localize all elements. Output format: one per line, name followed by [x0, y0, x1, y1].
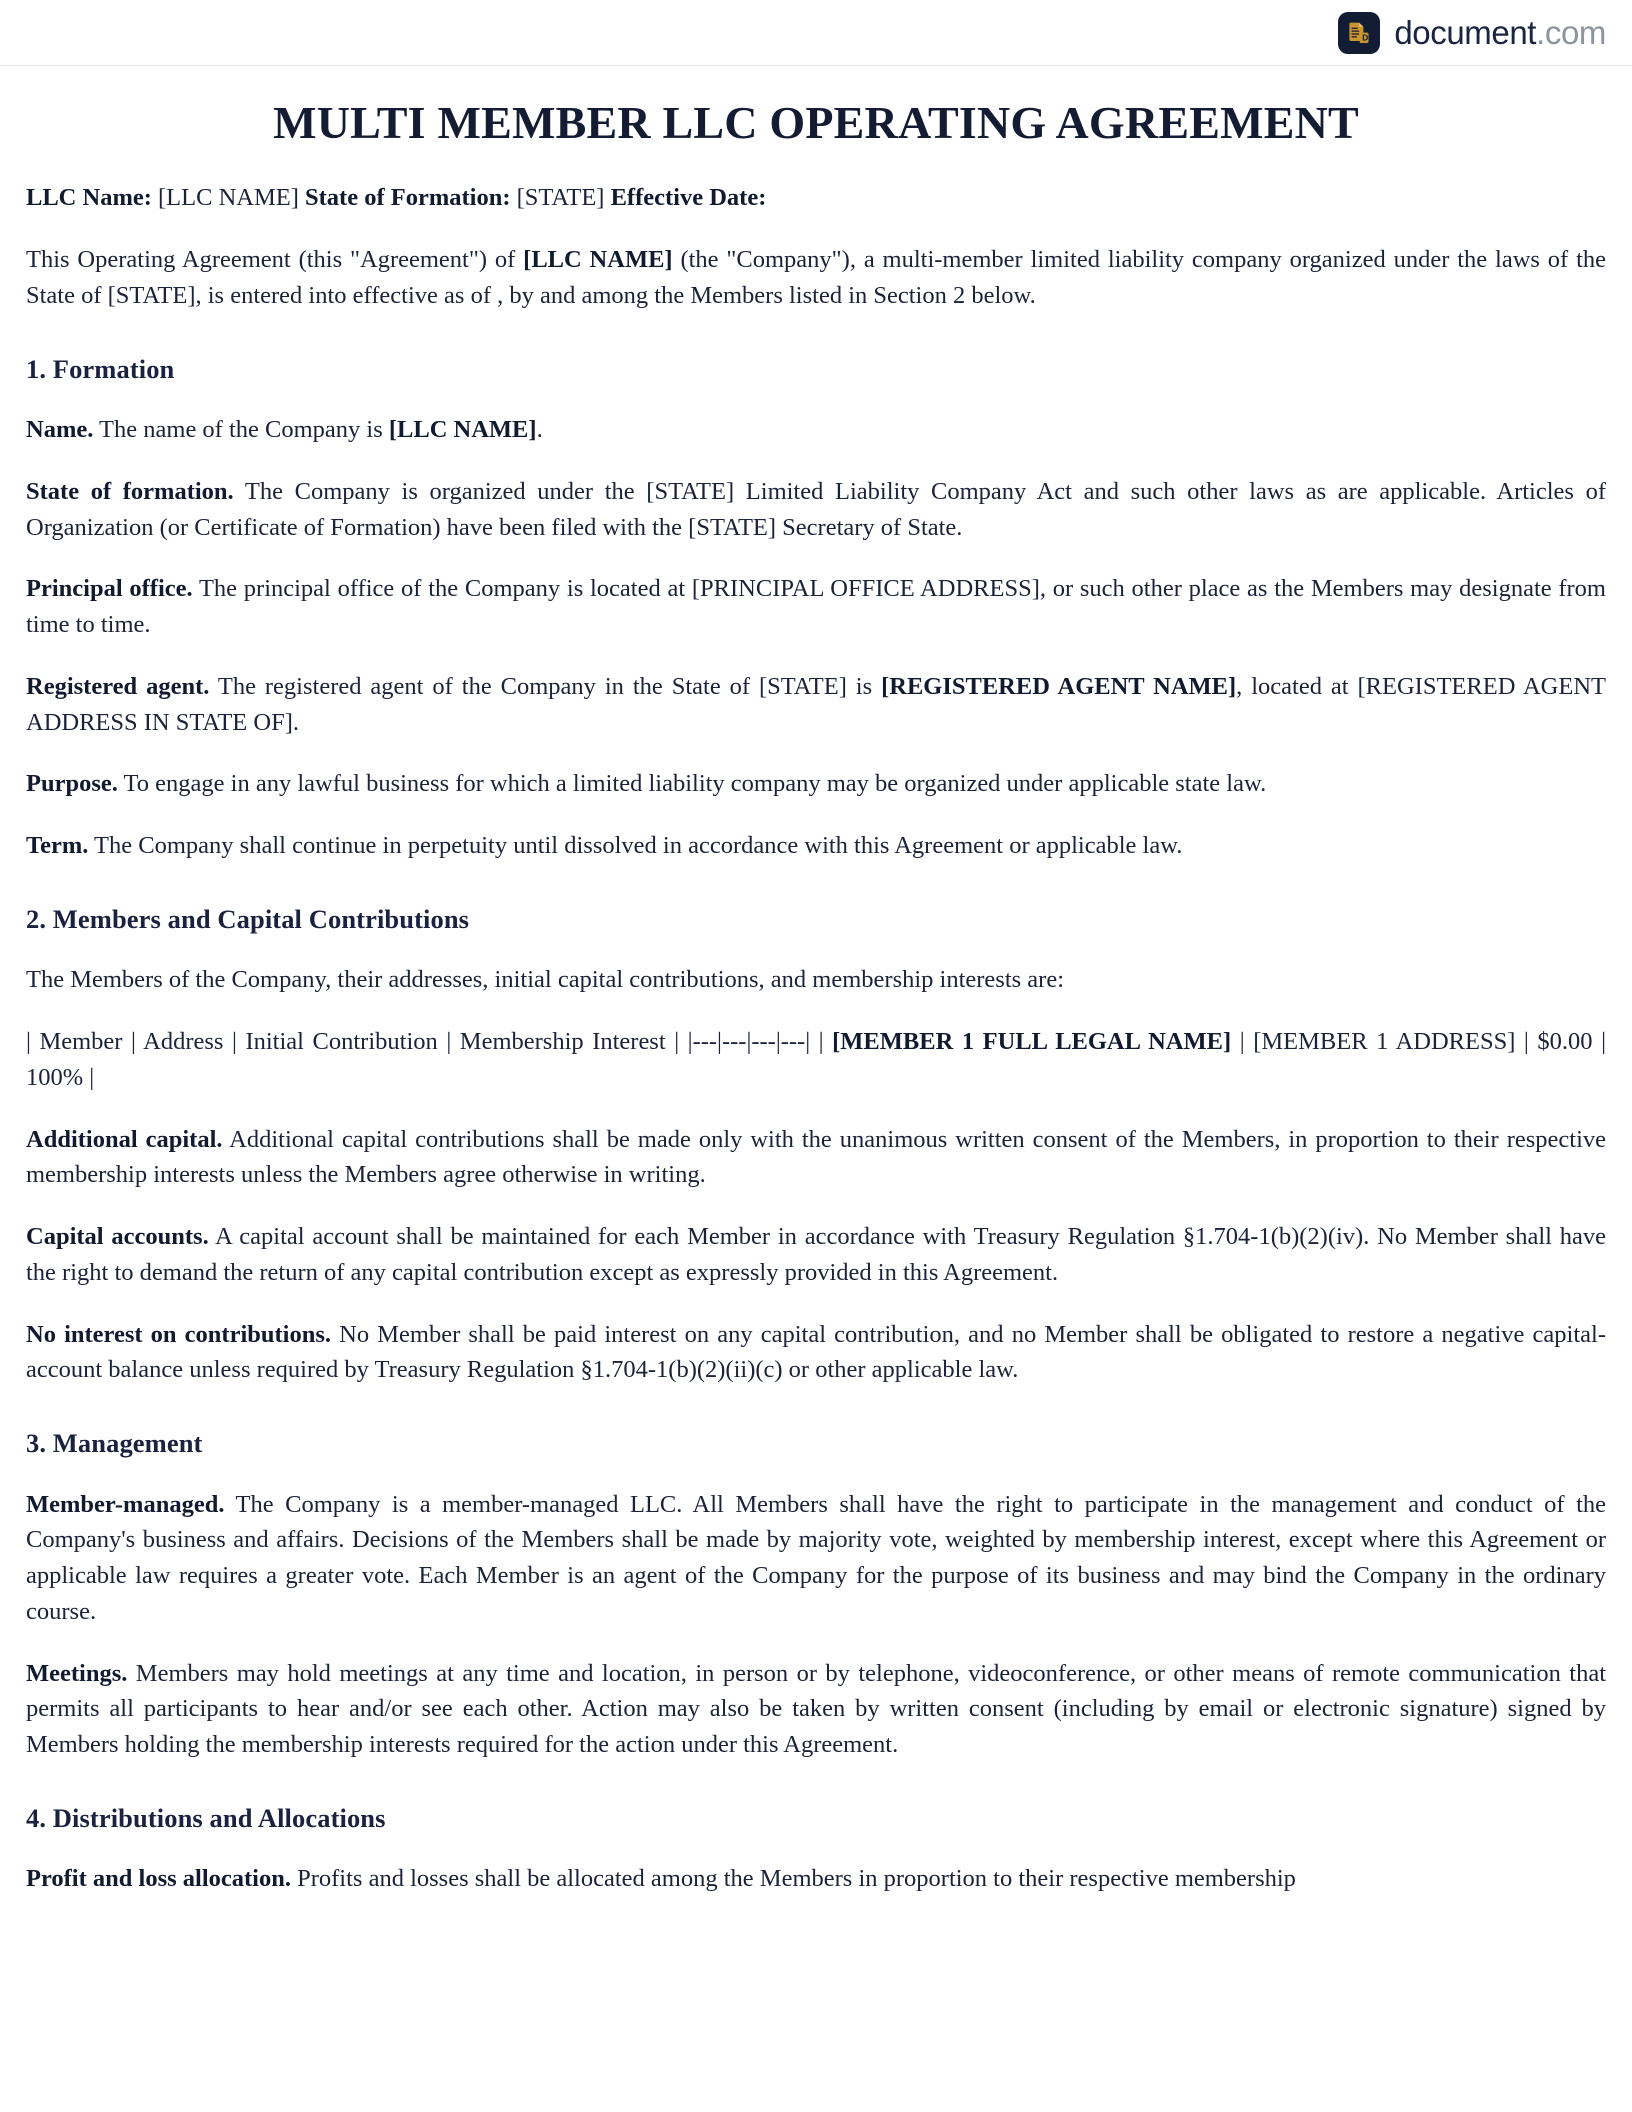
- brand-name-text: document: [1394, 14, 1537, 51]
- clause-text: No Member shall be paid interest on any capital contribution, and no Member shall be obligated to restore a negative capital-account balance unless required by Treasury Regulation §1.704-1(b)(2)(ii)(c) or other applicable law.: [26, 1320, 1606, 1384]
- clause-term: [26, 828, 1606, 864]
- section-heading-4: 4. Distributions and Allocations: [26, 1803, 386, 1834]
- section-heading-2: 2. Members and Capital Contributions: [26, 903, 470, 934]
- clause-label: Capital accounts.: [26, 1223, 209, 1251]
- document-meta-line: [26, 180, 1606, 216]
- clause-label: Member-managed.: [26, 1490, 225, 1518]
- clause-label: Additional capital.: [26, 1125, 223, 1153]
- clause-text: The Company shall continue in perpetuity until dissolved in accordance with this Agreement or applicable law.: [88, 832, 1183, 860]
- clause-tail: .: [536, 416, 543, 443]
- intro-part-2: (the "Company"), a multi-member limited liability company organized under the laws of the State of [STATE], is entered into effective as of , by and among the Members listed in Section 2 below.: [26, 246, 1607, 309]
- clause-member-managed: [26, 1487, 1606, 1630]
- clause-capital-accounts: [26, 1219, 1606, 1291]
- clause-text: The name of the Company is: [93, 416, 389, 443]
- clause-profit-and-loss-allocation: [26, 1861, 1606, 1897]
- section-heading-1: 1. Formation: [26, 353, 175, 384]
- members-table-raw-pre: | Member | Address | Initial Contribution | Membership Interest | |---|---|---|---| |: [26, 1028, 833, 1056]
- clause-state-of-formation: [26, 474, 1606, 546]
- clause-meetings: [26, 1656, 1606, 1763]
- brand-wordmark: [1394, 16, 1606, 49]
- clause-text: Members may hold meetings at any time and location, in person or by telephone, videoconference, or other means of remote communication that permits all participants to hear and/or see each other. Action may also be taken by written consent (including by email or electronic signature) signed by Members holding the membership interests required for the action under this Agreement.: [26, 1659, 1606, 1759]
- clause-tail: , located at [REGISTERED AGENT ADDRESS IN STATE OF].: [26, 672, 1606, 736]
- clause-no-interest-on-contributions: [26, 1317, 1606, 1389]
- clause-text: Profits and losses shall be allocated among the Members in proportion to their respective membership: [290, 1865, 1296, 1893]
- clause-text: The Company is organized under the [STATE] Limited Liability Company Act and such other laws as are applicable. Articles of Organization (or Certificate of Formation) have been filed with the [STATE] Secretary of State.: [26, 477, 1606, 541]
- clause-label: Meetings.: [26, 1659, 128, 1687]
- document-title: MULTI MEMBER LLC OPERATING AGREEMENT: [273, 97, 1359, 148]
- clause-bold-tail: [LLC NAME]: [388, 416, 537, 443]
- state-of-formation-value: [STATE]: [516, 184, 605, 212]
- clause-label: No interest on contributions.: [26, 1320, 332, 1348]
- intro-company-name: [LLC NAME]: [523, 246, 673, 274]
- clause-label: Name.: [26, 416, 94, 443]
- clause-label: Term.: [26, 832, 89, 860]
- document-logo-icon: [1338, 12, 1380, 54]
- brand-tld-text: .com: [1536, 14, 1606, 51]
- document-page: [0, 96, 1632, 1897]
- clause-name: [26, 412, 1606, 448]
- clause-text: To engage in any lawful business for which a limited liability company may be organized under applicable state law.: [117, 770, 1267, 798]
- clause-label: Purpose.: [26, 770, 118, 798]
- llc-name-label: LLC Name:: [26, 184, 152, 212]
- clause-label: State of formation.: [26, 477, 234, 505]
- members-table-raw: [26, 1024, 1606, 1096]
- clause-purpose: [26, 766, 1606, 802]
- clause-label: Principal office.: [26, 575, 193, 603]
- section-heading-3: 3. Management: [26, 1428, 203, 1459]
- svg-text:D: D: [1362, 31, 1369, 42]
- clause-text: Additional capital contributions shall be made only with the unanimous written consent of the Members, in proportion to their respective membership interests unless the Members agree otherwise in writing.: [26, 1125, 1606, 1189]
- clause-registered-agent: [26, 669, 1606, 741]
- clause-text: The registered agent of the Company in the State of [STATE] is: [209, 672, 882, 700]
- llc-name-value: [LLC NAME]: [158, 184, 299, 212]
- brand-logo[interactable]: [1338, 12, 1606, 54]
- clause-text: A capital account shall be maintained for each Member in accordance with Treasury Regulation §1.704-1(b)(2)(iv). No Member shall have the right to demand the return of any capital contribution except as expressly provided in this Agreement.: [26, 1223, 1606, 1286]
- clause-principal-office: [26, 571, 1606, 643]
- members-table-raw-post: | [MEMBER 1 ADDRESS] | $0.00 | 100% |: [26, 1028, 1606, 1091]
- clause-text: The principal office of the Company is located at [PRINCIPAL OFFICE ADDRESS], or such other place as the Members may designate from time to time.: [26, 575, 1606, 639]
- intro-paragraph: [26, 242, 1606, 314]
- state-of-formation-label: State of Formation:: [305, 184, 511, 212]
- member-1-name: [MEMBER 1 FULL LEGAL NAME]: [832, 1028, 1232, 1056]
- clause-text: The Company is a member-managed LLC. All Members shall have the right to participate in the management and conduct of the Company's business and affairs. Decisions of the Members shall be made by majority vote, weighted by membership interest, except where this Agreement or applicable law requires a greater vote. Each Member is an agent of the Company for the purpose of its business and may bind the Company in the ordinary course.: [26, 1490, 1606, 1625]
- clause-label: Profit and loss allocation.: [26, 1865, 291, 1893]
- effective-date-label: Effective Date:: [610, 184, 767, 212]
- clause-bold-tail: [REGISTERED AGENT NAME]: [881, 672, 1237, 700]
- document-header-bar: [0, 0, 1632, 66]
- intro-part-1: This Operating Agreement (this "Agreement") of: [26, 246, 524, 274]
- clause-additional-capital: [26, 1122, 1606, 1194]
- clause-label: Registered agent.: [26, 672, 210, 700]
- members-lead-text: The Members of the Company, their addresses, initial capital contributions, and membership interests are:: [26, 966, 1065, 994]
